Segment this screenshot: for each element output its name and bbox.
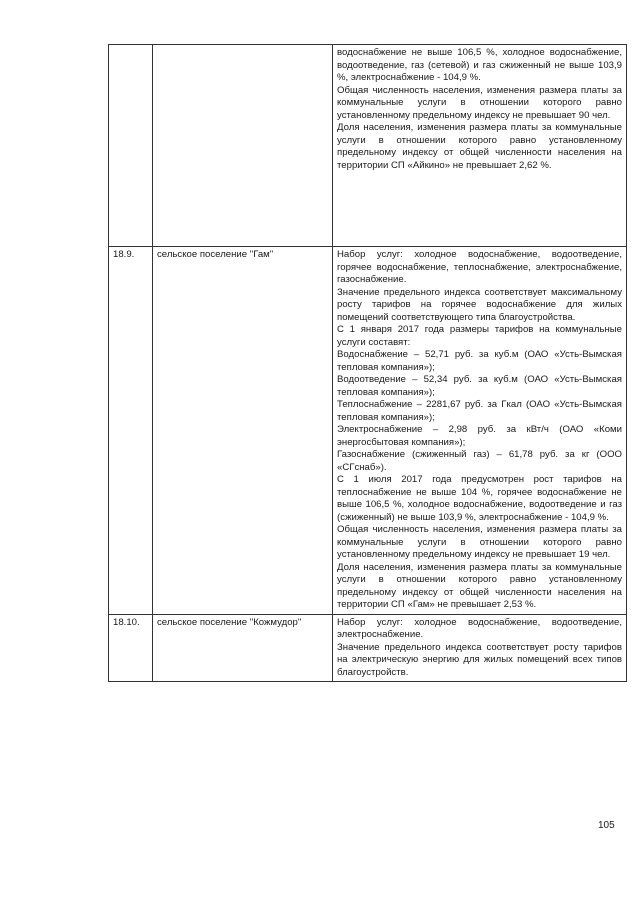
table-row [109,614,627,682]
row-number-cell: 18.9. [109,247,153,615]
paragraph: Электроснабжение – 2,98 руб. за кВт/ч (ОАО «Коми энергосбытовая компания»); [337,424,622,448]
paragraph: Водоотведение – 52,34 руб. за куб.м (ОАО «Усть-Вымская тепловая компания»); [337,374,622,398]
paragraph: Общая численность населения, изменения размера платы за коммунальные услуги в отношении которого равно установленному предельному индексу не превышает 19 чел. [337,524,622,560]
paragraph: Газоснабжение (сжиженный газ) – 61,78 руб. за кг (ООО «СГснаб»). [337,449,622,473]
row-number-cell: 18.10. [109,614,153,682]
paragraph: Значение предельного индекса соответствует максимальному росту тарифов на горячее водоснабжение для жилых помещений соответствующего типа благоустройства. [337,286,622,323]
table-row [109,247,627,615]
paragraph: Теплоснабжение – 2281,67 руб. за Гкал (ОАО «Усть-Вымская тепловая компания»); [337,399,622,423]
page-number: 105 [598,820,615,831]
paragraph: Набор услуг: холодное водоснабжение, водоотведение, электроснабжение. [337,616,622,640]
paragraph: Набор услуг: холодное водоснабжение, водоотведение, горячее водоснабжение, теплоснабжение, электроснабжение, газоснабжение. [337,249,622,285]
description-cell [333,45,627,247]
paragraph: Доля населения, изменения размера платы за коммунальные услуги в отношении которого равно установленному предельному индексу от общей численности населения на территории СП «Гам» не превышает 2,53 %. [337,561,622,610]
row-number-cell [109,45,153,247]
settlement-name-cell: сельское поселение "Кожмудор" [153,614,333,682]
description-cell [333,614,627,682]
settlement-name-cell [153,45,333,247]
description-cell [333,247,627,615]
paragraph: водоснабжение не выше 106,5 %, холодное водоснабжение, водоотведение, газ (сетевой) и газ сжиженный не выше 103,9 %, электроснабжение - 104,9 %. [337,47,622,83]
tariff-table [108,44,627,682]
paragraph: Доля населения, изменения размера платы за коммунальные услуги в отношении которого равно установленному предельному индексу от общей численности населения на территории СП «Айкино» не превышает 2,62 %. [337,122,622,171]
settlement-name-cell: сельское поселение "Гам" [153,247,333,615]
paragraph: С 1 июля 2017 года предусмотрен рост тарифов на теплоснабжение не выше 104 %, горячее водоснабжение не выше 106,5 %, холодное водоснабжение, водоотведение и газ (сжиженный) не выше 103,9 %, электроснабжение - 104,9 %. [337,474,622,523]
paragraph: С 1 января 2017 года размеры тарифов на коммунальные услуги составят: [337,324,622,348]
paragraph: Общая численность населения, изменения размера платы за коммунальные услуги в отношении которого равно установленному предельному индексу не превышает 90 чел. [337,84,622,121]
table-row [109,45,627,247]
paragraph: Значение предельного индекса соответствует росту тарифов на электрическую энергию для жилых помещений всех типов благоустройств. [337,641,622,678]
paragraph: Водоснабжение – 52,71 руб. за куб.м (ОАО «Усть-Вымская тепловая компания»); [337,349,622,373]
